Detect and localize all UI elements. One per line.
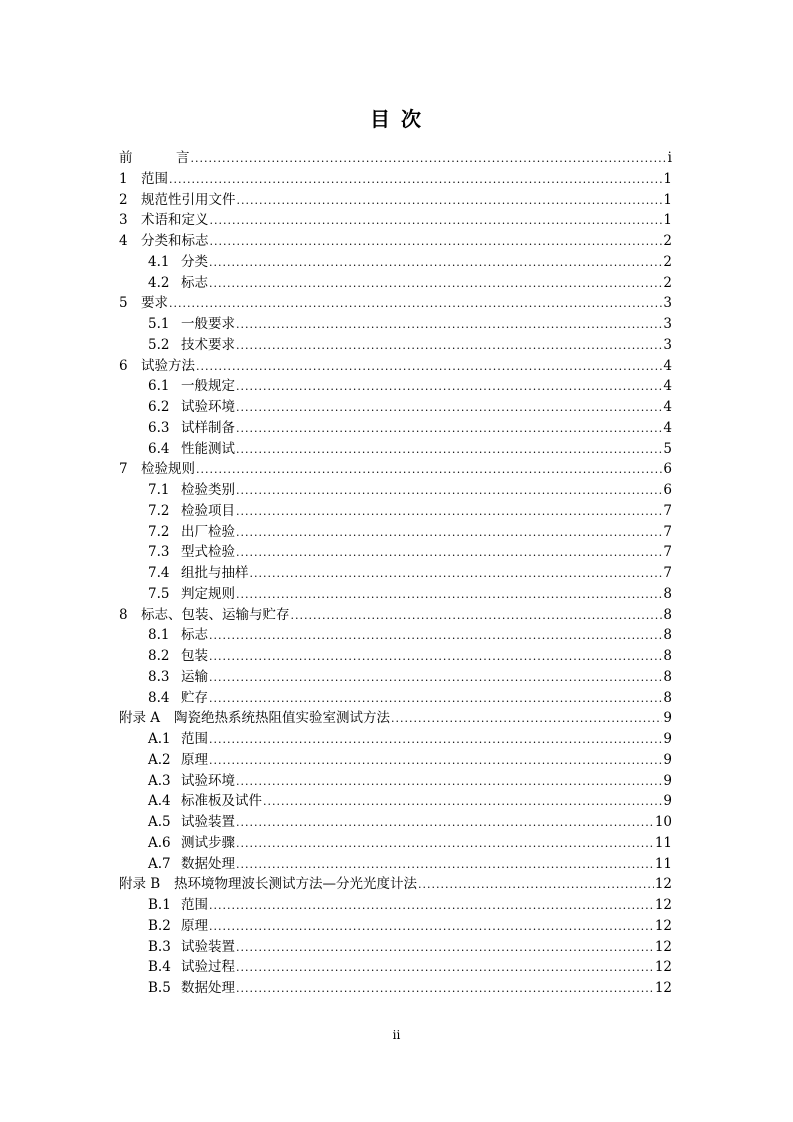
toc-entry-page: 7 <box>663 502 672 519</box>
toc-entry[interactable] <box>119 791 672 812</box>
toc-entry-number: 4.1 <box>148 253 170 270</box>
toc-entry[interactable] <box>119 563 672 584</box>
toc-entry-number: 7 <box>119 461 128 478</box>
dot-leader <box>236 979 654 1000</box>
toc-entry-number: 7.5 <box>148 585 170 602</box>
dot-leader <box>418 875 654 896</box>
toc-entry-page: 8 <box>663 606 672 623</box>
toc-entry-number: 8.1 <box>148 627 170 644</box>
toc-entry-number: 7.4 <box>148 565 170 581</box>
toc-entry-number: 7.1 <box>148 482 170 498</box>
toc-entry-page: 1 <box>663 212 672 229</box>
toc-entry[interactable] <box>119 356 672 377</box>
toc-entry-page: 6 <box>663 482 672 498</box>
toc-entry-number: 6.1 <box>148 378 170 395</box>
toc-entry[interactable] <box>119 646 672 667</box>
dot-leader <box>209 253 662 274</box>
toc-entry-page: 4 <box>663 357 672 374</box>
toc-entry-number: A.6 <box>148 834 171 851</box>
toc-entry-number: B.5 <box>148 980 171 996</box>
dot-leader <box>236 315 662 336</box>
toc-entry[interactable] <box>119 854 672 875</box>
toc-entry-number: 7.2 <box>148 523 170 540</box>
toc-entry-title: 术语和定义 <box>141 212 209 229</box>
toc-entry-page: 1 <box>663 170 672 187</box>
toc-entry-title: 规范性引用文件 <box>141 191 236 208</box>
toc-entry-title: 范围 <box>181 897 208 913</box>
dot-leader <box>209 647 662 668</box>
toc-entry-title: 运输 <box>181 668 208 685</box>
toc-entry[interactable] <box>119 916 672 937</box>
toc-entry-page: 7 <box>663 544 672 561</box>
dot-leader <box>209 751 662 772</box>
toc-entry-page: 2 <box>663 274 672 291</box>
toc-entry[interactable] <box>119 605 672 626</box>
dot-leader <box>236 440 662 461</box>
toc-entry-number: 6 <box>119 357 128 374</box>
toc-entry-number: 5.1 <box>148 316 170 332</box>
toc-entry-number: 4.2 <box>148 274 170 291</box>
toc-entry-title: 试样制备 <box>181 419 235 436</box>
toc-entry[interactable] <box>119 190 672 211</box>
toc-entry[interactable] <box>119 937 672 958</box>
toc-entry-title: 型式检验 <box>181 544 235 561</box>
toc-entry-page: 12 <box>654 897 672 913</box>
toc-entry-number: A.7 <box>148 855 171 872</box>
toc-entry-page: 4 <box>663 399 672 415</box>
toc-entry[interactable] <box>119 625 672 646</box>
toc-entry-number: A.4 <box>148 793 171 810</box>
toc-entry-page: 12 <box>654 959 672 976</box>
toc-entry-title: 贮存 <box>181 689 208 706</box>
toc-entry-title: 陶瓷绝热系统热阻值实验室测试方法 <box>174 710 390 727</box>
toc-entry[interactable] <box>119 895 672 916</box>
toc-entry-number: B.2 <box>148 917 171 934</box>
toc-entry-number: A.1 <box>148 731 171 747</box>
dot-leader <box>236 585 662 606</box>
toc-entry-title: 包装 <box>181 648 208 664</box>
toc-entry-number: 8.4 <box>148 689 170 706</box>
toc-entry-page: 8 <box>663 689 672 706</box>
toc-entry-title: 试验装置 <box>181 938 235 955</box>
toc-entry-number: 1 <box>119 170 128 187</box>
toc-entry-number: A.5 <box>148 814 171 830</box>
toc-entry-page: 2 <box>663 233 672 249</box>
toc-entry-page: 4 <box>663 378 672 395</box>
toc-entry-page: 12 <box>654 917 672 934</box>
toc-entry-number: 2 <box>119 191 128 208</box>
dot-leader <box>209 730 662 751</box>
toc-entry[interactable] <box>119 750 672 771</box>
toc-entry[interactable] <box>119 231 672 252</box>
toc-entry-number: 8.3 <box>148 668 170 685</box>
toc-entry-title: 范围 <box>141 170 168 187</box>
toc-entry-title: 要求 <box>141 295 168 312</box>
toc-entry[interactable] <box>119 708 672 729</box>
toc-entry-page: 11 <box>654 855 672 872</box>
toc-entry[interactable] <box>119 957 672 978</box>
toc-entry[interactable] <box>119 874 672 895</box>
dot-leader <box>209 626 662 647</box>
dot-leader <box>196 460 662 481</box>
toc-entry-number: 前 <box>119 150 133 166</box>
dot-leader <box>236 336 662 357</box>
toc-entry-title: 判定规则 <box>181 585 235 602</box>
page-number: ii <box>392 1028 401 1042</box>
toc-entry-number: 7.3 <box>148 544 170 561</box>
toc-entry-number: 附录 B <box>119 876 161 893</box>
toc-entry-title: 测试步骤 <box>181 834 235 851</box>
toc-entry-number: 6.4 <box>148 440 170 457</box>
dot-leader <box>196 357 662 378</box>
dot-leader <box>236 481 662 502</box>
toc-entry-page: 3 <box>663 336 672 353</box>
toc-entry-page: 7 <box>663 523 672 540</box>
toc-entry-page: 2 <box>663 253 672 270</box>
toc-entry-title: 数据处理 <box>181 855 235 872</box>
toc-entry-number: 5 <box>119 295 128 312</box>
toc-entry[interactable] <box>119 314 672 335</box>
dot-leader <box>169 170 662 191</box>
toc-entry[interactable] <box>119 501 672 522</box>
toc-entry[interactable] <box>119 522 672 543</box>
toc-entry-title: 一般规定 <box>181 378 235 395</box>
toc-entry-title: 检验项目 <box>181 502 235 519</box>
toc-entry-title: 热环境物理波长测试方法—分光光度计法 <box>174 876 417 893</box>
dot-leader <box>291 606 663 627</box>
page-title: 目 次 <box>370 107 423 131</box>
dot-leader <box>236 377 662 398</box>
toc-entry-number: B.4 <box>148 959 171 976</box>
toc-entry-number: A.3 <box>148 772 171 789</box>
dot-leader <box>236 523 662 544</box>
toc-entry[interactable] <box>119 812 672 833</box>
toc-entry[interactable] <box>119 439 672 460</box>
dot-leader <box>191 149 667 170</box>
toc-entry[interactable] <box>119 335 672 356</box>
toc-entry-title: 标准板及试件 <box>181 793 262 810</box>
toc-entry-title: 试验过程 <box>181 959 235 976</box>
dot-leader <box>209 917 654 938</box>
dot-leader <box>236 398 662 419</box>
toc-entry[interactable] <box>119 459 672 480</box>
dot-leader <box>391 709 662 730</box>
toc-entry[interactable] <box>119 418 672 439</box>
toc-entry[interactable] <box>119 833 672 854</box>
dot-leader <box>236 855 654 876</box>
toc-entry-page: 9 <box>663 751 672 768</box>
toc-entry-page: 5 <box>663 440 672 457</box>
dot-leader <box>209 689 662 710</box>
toc-entry-page: 12 <box>654 938 672 955</box>
toc-entry-page: 9 <box>663 772 672 789</box>
toc-entry-title: 检验类别 <box>181 482 235 498</box>
toc-entry-title: 标志 <box>181 627 208 644</box>
dot-leader <box>236 813 654 834</box>
toc-entry-title: 标志、包装、运输与贮存 <box>141 606 290 623</box>
toc-entry-title: 原理 <box>181 917 208 934</box>
toc-entry-title: 性能测试 <box>181 440 235 457</box>
toc-entry-page: 6 <box>663 461 672 478</box>
toc-entry-title: 言 <box>176 150 190 166</box>
dot-leader <box>263 792 662 813</box>
toc-entry-page: 4 <box>663 419 672 436</box>
toc-entry-number: 8.2 <box>148 648 170 664</box>
toc-entry[interactable] <box>119 771 672 792</box>
toc-entry-page: 8 <box>663 668 672 685</box>
toc-entry-title: 试验环境 <box>181 772 235 789</box>
toc-entry-page: 11 <box>654 834 672 851</box>
table-of-contents <box>119 148 672 999</box>
dot-leader <box>237 191 663 212</box>
dot-leader <box>236 502 662 523</box>
toc-entry-title: 试验环境 <box>181 399 235 415</box>
toc-entry-page: 12 <box>654 876 672 893</box>
toc-entry-number: 7.2 <box>148 502 170 519</box>
toc-entry-title: 标志 <box>181 274 208 291</box>
toc-entry-title: 试验方法 <box>141 357 195 374</box>
dot-leader <box>210 211 663 232</box>
dot-leader <box>210 232 663 253</box>
toc-entry-page: 8 <box>663 627 672 644</box>
toc-entry-number: 8 <box>119 606 128 623</box>
toc-entry-page: 3 <box>663 295 672 312</box>
toc-entry[interactable] <box>119 293 672 314</box>
toc-entry-page: 1 <box>663 191 672 208</box>
toc-entry-title: 范围 <box>181 731 208 747</box>
dot-leader <box>169 294 662 315</box>
toc-entry-page: 8 <box>663 648 672 664</box>
toc-entry[interactable] <box>119 148 672 169</box>
dot-leader <box>236 834 654 855</box>
toc-entry[interactable] <box>119 210 672 231</box>
dot-leader <box>236 419 662 440</box>
toc-entry-page: 9 <box>663 793 672 810</box>
toc-entry-number: B.3 <box>148 938 171 955</box>
toc-entry-title: 检验规则 <box>141 461 195 478</box>
dot-leader <box>236 938 654 959</box>
toc-entry[interactable] <box>119 688 672 709</box>
toc-entry-page: 10 <box>654 814 672 830</box>
dot-leader <box>209 668 662 689</box>
toc-entry[interactable] <box>119 376 672 397</box>
toc-entry[interactable] <box>119 978 672 999</box>
toc-entry-title: 分类和标志 <box>141 233 209 249</box>
toc-entry[interactable] <box>119 667 672 688</box>
toc-entry-page: 9 <box>663 731 672 747</box>
toc-entry-number: 5.2 <box>148 336 170 353</box>
toc-entry-title: 组批与抽样 <box>181 565 249 581</box>
toc-entry-number: 6.3 <box>148 419 170 436</box>
toc-entry[interactable] <box>119 397 672 418</box>
toc-entry-title: 试验装置 <box>181 814 235 830</box>
toc-entry-number: 6.2 <box>148 399 170 415</box>
toc-entry[interactable] <box>119 273 672 294</box>
toc-entry-page: 7 <box>663 565 672 581</box>
toc-entry-number: 3 <box>119 212 128 229</box>
toc-entry[interactable] <box>119 252 672 273</box>
toc-entry[interactable] <box>119 729 672 750</box>
toc-entry-page: 12 <box>654 980 672 996</box>
toc-entry-page: i <box>667 150 672 166</box>
toc-entry[interactable] <box>119 584 672 605</box>
toc-entry-title: 技术要求 <box>181 336 235 353</box>
toc-entry-page: 9 <box>663 710 672 727</box>
toc-entry-number: 附录 A <box>119 710 161 727</box>
dot-leader <box>236 772 662 793</box>
toc-entry-title: 出厂检验 <box>181 523 235 540</box>
toc-entry-page: 8 <box>663 585 672 602</box>
toc-entry[interactable] <box>119 480 672 501</box>
toc-entry-title: 原理 <box>181 751 208 768</box>
dot-leader <box>236 543 662 564</box>
dot-leader <box>209 896 654 917</box>
toc-entry-number: B.1 <box>148 897 171 913</box>
dot-leader <box>236 958 654 979</box>
toc-entry[interactable] <box>119 169 672 190</box>
toc-entry-number: A.2 <box>148 751 171 768</box>
toc-entry-title: 数据处理 <box>181 980 235 996</box>
toc-entry-number: 4 <box>119 233 128 249</box>
toc-entry-title: 分类 <box>181 253 208 270</box>
dot-leader <box>250 564 663 585</box>
toc-entry-page: 3 <box>663 316 672 332</box>
toc-entry[interactable] <box>119 542 672 563</box>
dot-leader <box>209 274 662 295</box>
toc-entry-title: 一般要求 <box>181 316 235 332</box>
